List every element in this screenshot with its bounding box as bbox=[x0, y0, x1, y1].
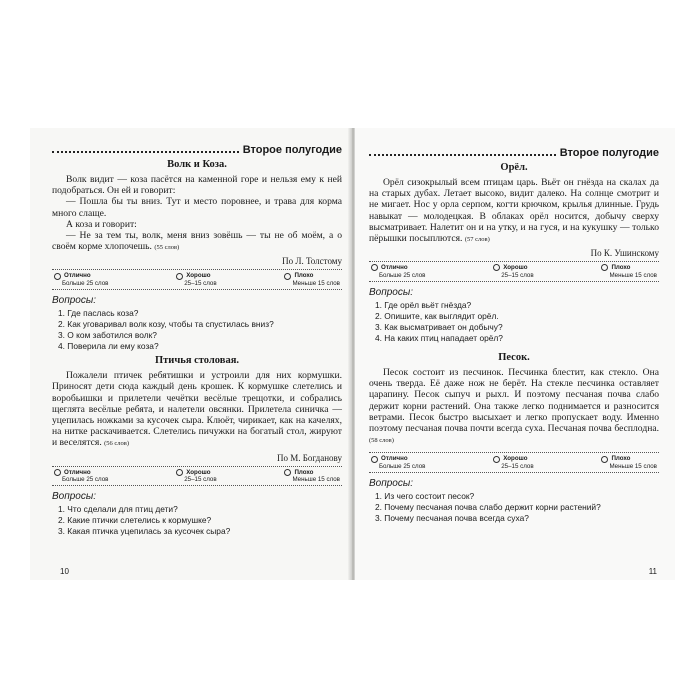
rating-bad[interactable] bbox=[284, 272, 340, 287]
story-paragraph bbox=[52, 230, 342, 253]
question-item: 2. Опишите, как выглядит орёл. bbox=[375, 311, 499, 322]
rating-bad[interactable] bbox=[601, 455, 657, 470]
story-wolf-and-goat bbox=[52, 159, 342, 352]
question-item: 3. О ком заботился волк? bbox=[58, 330, 157, 341]
story-paragraph bbox=[369, 177, 659, 245]
story-paragraph bbox=[369, 367, 659, 446]
rating-label: Хорошо bbox=[503, 455, 528, 463]
story-author: По К. Ушинскому bbox=[590, 248, 659, 259]
rating-range: Больше 25 слов bbox=[62, 279, 109, 287]
question-item: 1. Из чего состоит песок? bbox=[375, 491, 475, 502]
story-paragraph-text: Орёл сизокрылый всем птицам царь. Вьёт он гнёзда на скалах да на старых дубах. Летает высоко, видит далеко. На солнце смотрит и не мигает. Нос у орла серпом, когти крючком, крылья длинные. Грудь навыкат — молодецкая. В облаках орёл носится, добычу сверху высматривает. Налетит он и на утку, и на гуся, и на кукушку — только пёрышки посыплются. bbox=[369, 177, 659, 245]
word-count: (56 слов) bbox=[104, 440, 130, 448]
right-page bbox=[355, 128, 675, 580]
rating-range: Больше 25 слов bbox=[379, 462, 426, 470]
rating-range: 25–15 слов bbox=[184, 476, 217, 484]
rating-good[interactable] bbox=[493, 264, 533, 279]
rating-range: Больше 25 слов bbox=[62, 476, 109, 484]
story-title: Волк и Коза. bbox=[167, 159, 227, 170]
rating-label: Отлично bbox=[64, 468, 91, 476]
question-item: 1. Что сделали для птиц дети? bbox=[58, 504, 178, 515]
rating-label: Отлично bbox=[64, 272, 91, 280]
rating-label: Хорошо bbox=[503, 264, 528, 272]
radio-circle-icon bbox=[601, 456, 608, 463]
radio-circle-icon bbox=[601, 264, 608, 271]
story-paragraph: Волк видит — коза пасётся на каменной горе и нельзя ему к ней подобраться. Он ей и говорит: bbox=[52, 174, 342, 197]
story-paragraph: А коза и говорит: bbox=[66, 218, 137, 230]
story-title: Птичья столовая. bbox=[154, 355, 240, 367]
rating-range: Меньше 15 слов bbox=[609, 462, 657, 470]
page-header bbox=[369, 144, 659, 159]
question-item: 4. Поверила ли ему коза? bbox=[58, 341, 159, 352]
radio-circle-icon bbox=[54, 273, 61, 280]
story-sand bbox=[369, 352, 659, 524]
story-bird-feeder bbox=[52, 355, 342, 537]
rating-good[interactable] bbox=[176, 272, 216, 287]
rating-excellent[interactable] bbox=[54, 469, 108, 484]
left-page bbox=[30, 128, 352, 580]
rating-label: Плохо bbox=[611, 455, 631, 463]
story-title: Орёл. bbox=[500, 162, 528, 173]
header-dotted-line bbox=[369, 154, 556, 156]
radio-circle-icon bbox=[371, 264, 378, 271]
radio-circle-icon bbox=[54, 469, 61, 476]
question-item: 1. Где паслась коза? bbox=[58, 308, 139, 319]
rating-range: Меньше 15 слов bbox=[292, 279, 340, 287]
questions-title: Вопросы: bbox=[369, 287, 413, 299]
radio-circle-icon bbox=[371, 456, 378, 463]
radio-circle-icon bbox=[493, 264, 500, 271]
questions-list bbox=[52, 308, 342, 352]
rating-label: Плохо bbox=[611, 264, 631, 272]
word-count: (57 слов) bbox=[464, 236, 490, 244]
story-paragraph: — Пошла бы ты вниз. Тут и место поровнее, и трава для корма много слаще. bbox=[52, 196, 342, 219]
rating-scale bbox=[52, 269, 342, 290]
rating-scale bbox=[52, 466, 342, 487]
header-title: Второе полугодие bbox=[242, 144, 342, 156]
rating-scale bbox=[369, 452, 659, 473]
radio-circle-icon bbox=[493, 456, 500, 463]
rating-bad[interactable] bbox=[601, 264, 657, 279]
question-item: 2. Как уговаривал волк козу, чтобы та спустилась вниз? bbox=[58, 319, 274, 330]
rating-label: Отлично bbox=[381, 455, 408, 463]
question-item: 1. Где орёл вьёт гнёзда? bbox=[375, 300, 472, 311]
rating-label: Хорошо bbox=[186, 272, 211, 280]
question-item: 4. На каких птиц нападает орёл? bbox=[375, 333, 503, 344]
radio-circle-icon bbox=[176, 273, 183, 280]
rating-range: Меньше 15 слов bbox=[292, 476, 340, 484]
rating-excellent[interactable] bbox=[371, 264, 425, 279]
rating-excellent[interactable] bbox=[371, 455, 425, 470]
questions-title: Вопросы: bbox=[52, 491, 96, 503]
header-dotted-line bbox=[52, 151, 239, 153]
question-item: 3. Почему песчаная почва всегда суха? bbox=[375, 513, 529, 524]
questions-list bbox=[369, 491, 659, 524]
rating-label: Плохо bbox=[294, 468, 314, 476]
questions-list bbox=[369, 300, 659, 344]
rating-label: Отлично bbox=[381, 264, 408, 272]
rating-range: Меньше 15 слов bbox=[609, 271, 657, 279]
rating-good[interactable] bbox=[176, 469, 216, 484]
open-workbook bbox=[30, 128, 675, 580]
rating-range: 25–15 слов bbox=[501, 271, 534, 279]
story-author: По Л. Толстому bbox=[282, 256, 342, 267]
story-paragraph-text: Песок состоит из песчинок. Песчинка блестит, как стекло. Она очень тверда. Её даже нож не берёт. На стекле песчинка оставляет царапину. Песок сыпуч и рыхл. И поэтому песчаная почва слабо держит корни растений. Она также легко поднимается и разносится ветрами. Песок быстро высыхает и легко пропускает воду. Именно поэтому песчаная почва почти всегда суха. Песчаная почва бесплодна. bbox=[369, 367, 659, 435]
story-title: Песок. bbox=[498, 352, 530, 364]
question-item: 2. Какие птички слетелись к кормушке? bbox=[58, 515, 212, 526]
questions-list bbox=[52, 504, 342, 537]
radio-circle-icon bbox=[284, 469, 291, 476]
rating-bad[interactable] bbox=[284, 469, 340, 484]
story-paragraph bbox=[52, 370, 342, 449]
word-count: (58 слов) bbox=[369, 437, 394, 445]
rating-label: Плохо bbox=[294, 272, 314, 280]
story-author: По М. Богданову bbox=[277, 452, 342, 463]
rating-good[interactable] bbox=[493, 455, 533, 470]
rating-range: 25–15 слов bbox=[501, 462, 534, 470]
question-item: 3. Как высматривает он добычу? bbox=[375, 322, 503, 333]
rating-range: 25–15 слов bbox=[184, 279, 217, 287]
page-number: 11 bbox=[648, 567, 657, 576]
rating-label: Хорошо bbox=[186, 468, 211, 476]
header-title: Второе полугодие bbox=[559, 147, 659, 159]
page-number: 10 bbox=[60, 567, 69, 576]
questions-title: Вопросы: bbox=[369, 478, 413, 490]
questions-title: Вопросы: bbox=[52, 295, 96, 307]
story-paragraph-text: Пожалели птичек ребятишки и устроили для них кормушки. Приносят дети сюда каждый день крошек. К кормушке слетелись и воробьишки и прилетели чечётки весёлые трещотки, и собрались щеглята весёлые ребята, и налетели овсянки. Прилетела синичка — уцепилась ножками за кусочек сыра. Клюёт, чирикает, как на качелях, на нитке раскачивается. Слетелись пичужки на богатый стол, жируют и веселятся. bbox=[52, 370, 342, 449]
page-header bbox=[52, 141, 342, 156]
rating-range: Больше 25 слов bbox=[379, 271, 426, 279]
question-item: 2. Почему песчаная почва слабо держит корни растений? bbox=[375, 502, 601, 513]
rating-scale bbox=[369, 261, 659, 282]
radio-circle-icon bbox=[176, 469, 183, 476]
story-paragraph-text: — Не за тем ты, волк, меня вниз зовёшь — ты не об моём, а о своём корме хлопочешь. bbox=[52, 230, 342, 253]
rating-excellent[interactable] bbox=[54, 272, 108, 287]
word-count: (55 слов) bbox=[154, 244, 180, 252]
story-eagle bbox=[369, 162, 659, 344]
question-item: 3. Какая птичка уцепилась за кусочек сыра? bbox=[58, 526, 231, 537]
radio-circle-icon bbox=[284, 273, 291, 280]
